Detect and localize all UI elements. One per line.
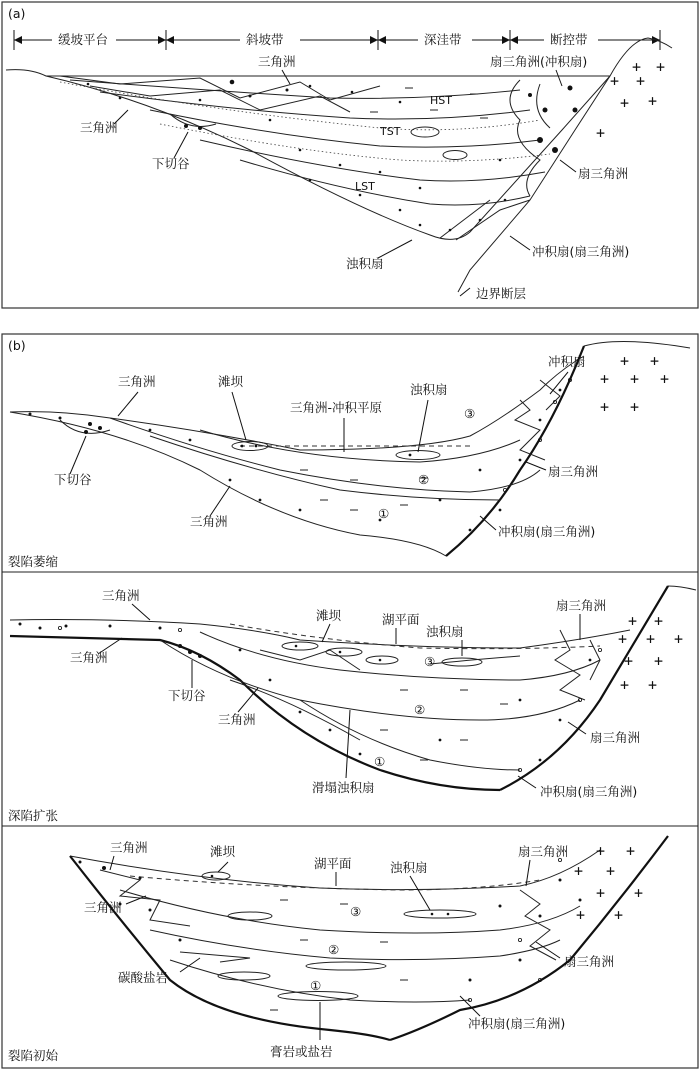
svg-text:+: + [630, 370, 640, 388]
s2-incised-valley: 下切谷 [168, 688, 206, 703]
s1-delta-alluvial-plain: 三角洲-冲积平原 [290, 400, 383, 415]
s1-delta-left: 三角洲 [118, 374, 156, 389]
s3-fan-delta-top: 扇三角洲 [518, 844, 569, 859]
s1-beach-bar: 滩坝 [218, 374, 244, 389]
s1-circ1: ① [378, 506, 390, 521]
s2-stage-name: 深陷扩张 [8, 808, 59, 823]
zone-fault-controlled: 断控带 [550, 32, 588, 47]
svg-text:+: + [606, 862, 616, 880]
s2-delta-top: 三角洲 [102, 588, 140, 603]
stage-deep-expansion [8, 586, 696, 823]
s3-turbidite-fan: 浊积扇 [390, 860, 428, 875]
s2-turbidite-fan: 浊积扇 [426, 624, 464, 639]
svg-text:+: + [636, 72, 646, 90]
zone-slope: 斜坡带 [246, 32, 284, 47]
svg-text:+: + [626, 842, 636, 860]
s2-fan-delta: 扇三角洲 [590, 730, 641, 745]
label-turbidite-fan: 浊积扇 [346, 256, 384, 271]
label-delta-top: 三角洲 [258, 54, 296, 69]
label-lst: LST [355, 180, 375, 193]
zone-gentle-platform: 缓坡平台 [58, 32, 109, 47]
svg-text:+: + [596, 124, 606, 142]
s2-lake-level: 湖平面 [382, 612, 420, 627]
svg-text:+: + [628, 612, 638, 630]
svg-text:+: + [656, 58, 666, 76]
s1-incised-valley: 下切谷 [54, 472, 92, 487]
svg-text:+: + [596, 884, 606, 902]
s2-slump-turbidite: 滑塌浊积扇 [312, 780, 375, 795]
svg-text:+: + [610, 72, 620, 90]
label-boundary-fault: 边界断层 [476, 286, 527, 301]
s3-delta-top: 三角洲 [110, 840, 148, 855]
svg-text:+: + [646, 630, 656, 648]
label-hst: HST [430, 94, 452, 107]
s1-turbidite-fan: 浊积扇 [410, 382, 448, 397]
label-delta-left: 三角洲 [80, 120, 118, 135]
svg-text:+: + [632, 58, 642, 76]
s2-alluvial-fan-delta: 冲积扇(扇三角洲) [540, 784, 638, 799]
svg-text:+: + [634, 884, 644, 902]
s3-circ1: ① [310, 978, 322, 993]
s1-fan-delta: 扇三角洲 [548, 464, 599, 479]
svg-text:+: + [620, 94, 630, 112]
label-alluvial-fan: 冲积扇(扇三角洲) [532, 244, 630, 259]
s3-delta-left: 三角洲 [84, 900, 122, 915]
label-incised-valley: 下切谷 [152, 156, 190, 171]
svg-text:+: + [654, 612, 664, 630]
stage-rift-shrink [8, 341, 690, 569]
s3-carbonate: 碳酸盐岩 [118, 970, 169, 985]
label-fan-delta-alluvial: 扇三角洲(冲积扇) [490, 54, 588, 69]
svg-text:+: + [620, 352, 630, 370]
s2-delta-mid: 三角洲 [218, 712, 256, 727]
basin-top-surface [6, 70, 610, 76]
s1-circ2: ② [418, 472, 430, 487]
svg-text:+: + [660, 370, 670, 388]
svg-text:+: + [648, 92, 658, 110]
s2-circ3: ③ [424, 654, 436, 669]
svg-text:+: + [574, 862, 584, 880]
svg-text:+: + [600, 398, 610, 416]
s3-circ2: ② [328, 942, 340, 957]
s2-circ2: ② [414, 702, 426, 717]
s3-beach-bar: 滩坝 [210, 844, 236, 859]
s3-lake-level: 湖平面 [314, 856, 352, 871]
svg-text:+: + [618, 630, 628, 648]
s1-delta-bottom: 三角洲 [190, 514, 228, 529]
s1-circ3: ③ [464, 406, 476, 421]
svg-text:+: + [674, 630, 684, 648]
svg-text:+: + [596, 842, 606, 860]
s3-gypsum-salt: 膏岩或盐岩 [270, 1044, 333, 1059]
label-fan-delta: 扇三角洲 [578, 166, 629, 181]
boundary-fault-line [458, 76, 610, 292]
s1-alluvial-fan: 冲积扇 [548, 354, 586, 369]
s3-alluvial-fan-delta: 冲积扇(扇三角洲) [468, 1016, 566, 1031]
svg-text:+: + [624, 652, 634, 670]
svg-text:+: + [614, 906, 624, 924]
s1-stage-name: 裂陷萎缩 [8, 554, 59, 569]
svg-text:+: + [650, 352, 660, 370]
svg-text:+: + [576, 906, 586, 924]
s1-alluvial-fan-delta: 冲积扇(扇三角洲) [498, 524, 596, 539]
s2-delta-left: 三角洲 [70, 650, 108, 665]
s3-fan-delta: 扇三角洲 [564, 954, 615, 969]
s3-stage-name: 裂陷初始 [8, 1048, 59, 1063]
svg-text:+: + [620, 676, 630, 694]
label-tst: TST [380, 125, 401, 138]
stage-rift-initial [8, 836, 668, 1063]
panel-a [2, 2, 698, 308]
svg-text:+: + [600, 370, 610, 388]
s2-beach-bar: 滩坝 [316, 608, 342, 623]
panel-b-tag: (b) [8, 338, 26, 353]
panel-a-tag: (a) [8, 6, 26, 21]
zone-deep-sag: 深洼带 [424, 32, 462, 47]
svg-text:+: + [630, 398, 640, 416]
svg-text:+: + [654, 652, 664, 670]
svg-text:+: + [648, 676, 658, 694]
s2-circ1: ① [374, 754, 386, 769]
s3-circ3: ③ [350, 904, 362, 919]
s2-fan-delta-top: 扇三角洲 [556, 598, 607, 613]
